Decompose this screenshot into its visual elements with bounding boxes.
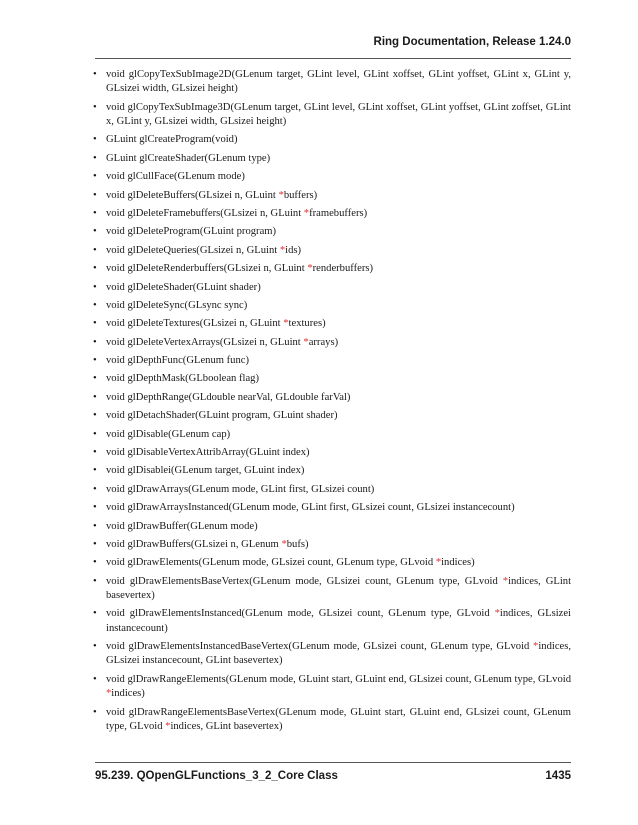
signature-text-tail: indices, GLint basevertex) [106, 575, 572, 602]
signature-text-tail: renderbuffers) [312, 263, 374, 275]
function-signature-item [95, 464, 571, 478]
pointer-asterisk: * [435, 557, 442, 569]
function-signature-item [95, 207, 571, 221]
signature-text: void glDeleteQueries(GLsizei n, GLuint [106, 244, 280, 256]
signature-text-tail: textures) [288, 318, 326, 330]
function-signature-item [95, 575, 571, 604]
signature-text: void glDeleteTextures(GLsizei n, GLuint [106, 318, 284, 330]
function-signature-item [95, 152, 571, 166]
signature-text: void glDisableVertexAttribArray(GLuint index) [106, 447, 310, 459]
function-signature-item [95, 446, 571, 460]
function-signature-item [95, 372, 571, 386]
pointer-asterisk: * [106, 688, 112, 700]
signature-text: void glDisable(GLenum cap) [106, 428, 231, 440]
page-number: 1435 [545, 770, 571, 782]
function-signature-item [95, 640, 571, 669]
function-signature-item [95, 68, 571, 97]
page-content [95, 68, 571, 738]
function-signature-item [95, 101, 571, 130]
signature-text: void glDrawElementsBaseVertex(GLenum mode, GLsizei count, GLenum type, GLvoid [106, 575, 503, 587]
function-list [95, 68, 571, 734]
signature-text: GLuint glCreateShader(GLenum type) [106, 152, 271, 164]
function-signature-item [95, 391, 571, 405]
function-signature-item [95, 133, 571, 147]
function-signature-item [95, 428, 571, 442]
signature-text: void glDrawArrays(GLenum mode, GLint first, GLsizei count) [106, 483, 375, 495]
pointer-asterisk: * [283, 318, 289, 330]
signature-text: void glDrawElements(GLenum mode, GLsizei count, GLenum type, GLvoid [106, 557, 436, 569]
signature-text: void glDeleteSync(GLsync sync) [106, 299, 248, 311]
signature-text: void glDepthFunc(GLenum func) [106, 355, 249, 367]
function-signature-item [95, 409, 571, 423]
function-signature-item [95, 556, 571, 570]
signature-text: void glDeleteRenderbuffers(GLsizei n, GLuint [106, 263, 308, 275]
signature-text: GLuint glCreateProgram(void) [106, 134, 238, 146]
signature-text: void glDeleteProgram(GLuint program) [106, 226, 277, 238]
signature-text: void glDeleteBuffers(GLsizei n, GLuint [106, 189, 279, 201]
signature-text-tail: framebuffers) [309, 207, 368, 219]
function-signature-item [95, 170, 571, 184]
signature-text: void glDrawRangeElements(GLenum mode, GLuint start, GLuint end, GLsizei count, GLenum type, GLvoid [106, 673, 571, 685]
page-footer [95, 762, 571, 782]
pointer-asterisk: * [281, 538, 287, 550]
function-signature-item [95, 706, 571, 735]
signature-text-tail: indices, GLint basevertex) [170, 720, 283, 732]
document-title: Ring Documentation, Release 1.24.0 [373, 36, 571, 48]
pointer-asterisk: * [303, 207, 310, 219]
function-signature-item [95, 501, 571, 515]
pointer-asterisk: * [502, 575, 509, 587]
signature-text-tail: indices) [441, 557, 475, 569]
section-title: 95.239. QOpenGLFunctions_3_2_Core Class [95, 770, 338, 782]
signature-text: void glCopyTexSubImage2D(GLenum target, GLint level, GLint xoffset, GLint yoffset, GLint x, GLint y, GLsizei width, GLsizei height) [106, 69, 571, 95]
function-signature-item [95, 538, 571, 552]
pointer-asterisk: * [533, 641, 539, 653]
function-signature-item [95, 225, 571, 239]
signature-text-tail: bufs) [286, 538, 309, 550]
pointer-asterisk: * [303, 336, 309, 348]
signature-text: void glDrawRangeElementsBaseVertex(GLenum mode, GLuint start, GLuint end, GLsizei count, GLenum type, GLvoid [106, 706, 571, 732]
signature-text: void glDeleteShader(GLuint shader) [106, 281, 261, 293]
signature-text-tail: indices) [111, 688, 145, 700]
signature-text: void glDrawBuffers(GLsizei n, GLenum [106, 538, 282, 550]
pointer-asterisk: * [278, 189, 284, 201]
function-signature-item [95, 299, 571, 313]
signature-text-tail: buffers) [283, 189, 318, 201]
pointer-asterisk: * [307, 263, 313, 275]
signature-text: void glDisablei(GLenum target, GLuint index) [106, 465, 305, 477]
function-signature-item [95, 244, 571, 258]
signature-text: void glCopyTexSubImage3D(GLenum target, GLint level, GLint xoffset, GLint yoffset, GLint zoffset, GLint x, GLint y, GLsizei width, GLsizei height) [106, 101, 571, 127]
signature-text: void glDrawBuffer(GLenum mode) [106, 520, 258, 532]
signature-text: void glDeleteVertexArrays(GLsizei n, GLuint [106, 336, 304, 348]
function-signature-item [95, 607, 571, 636]
pointer-asterisk: * [165, 720, 171, 732]
signature-text: void glDeleteFramebuffers(GLsizei n, GLuint [106, 207, 304, 219]
function-signature-item [95, 281, 571, 295]
page-header [95, 32, 571, 59]
signature-text-tail: indices, GLsizei instancecount) [106, 608, 571, 634]
function-signature-item [95, 189, 571, 203]
pointer-asterisk: * [494, 608, 500, 620]
signature-text: void glDrawArraysInstanced(GLenum mode, GLint first, GLsizei count, GLsizei instancecount) [106, 502, 515, 514]
function-signature-item [95, 262, 571, 276]
signature-text: void glDepthRange(GLdouble nearVal, GLdouble farVal) [106, 391, 351, 403]
pointer-asterisk: * [279, 244, 286, 256]
signature-text: void glDrawElementsInstancedBaseVertex(GLenum mode, GLsizei count, GLenum type, GLvoid [106, 641, 534, 653]
signature-text-tail: arrays) [308, 336, 339, 348]
signature-text: void glDrawElementsInstanced(GLenum mode, GLsizei count, GLenum type, GLvoid [106, 608, 495, 620]
signature-text: void glCullFace(GLenum mode) [106, 171, 245, 183]
function-signature-item [95, 520, 571, 534]
function-signature-item [95, 673, 571, 702]
signature-text-tail: indices, GLsizei instancecount, GLint basevertex) [106, 641, 571, 667]
function-signature-item [95, 483, 571, 497]
function-signature-item [95, 336, 571, 350]
signature-text-tail: ids) [285, 244, 302, 256]
signature-text: void glDepthMask(GLboolean flag) [106, 373, 259, 385]
signature-text: void glDetachShader(GLuint program, GLuint shader) [106, 410, 338, 422]
function-signature-item [95, 354, 571, 368]
function-signature-item [95, 317, 571, 331]
